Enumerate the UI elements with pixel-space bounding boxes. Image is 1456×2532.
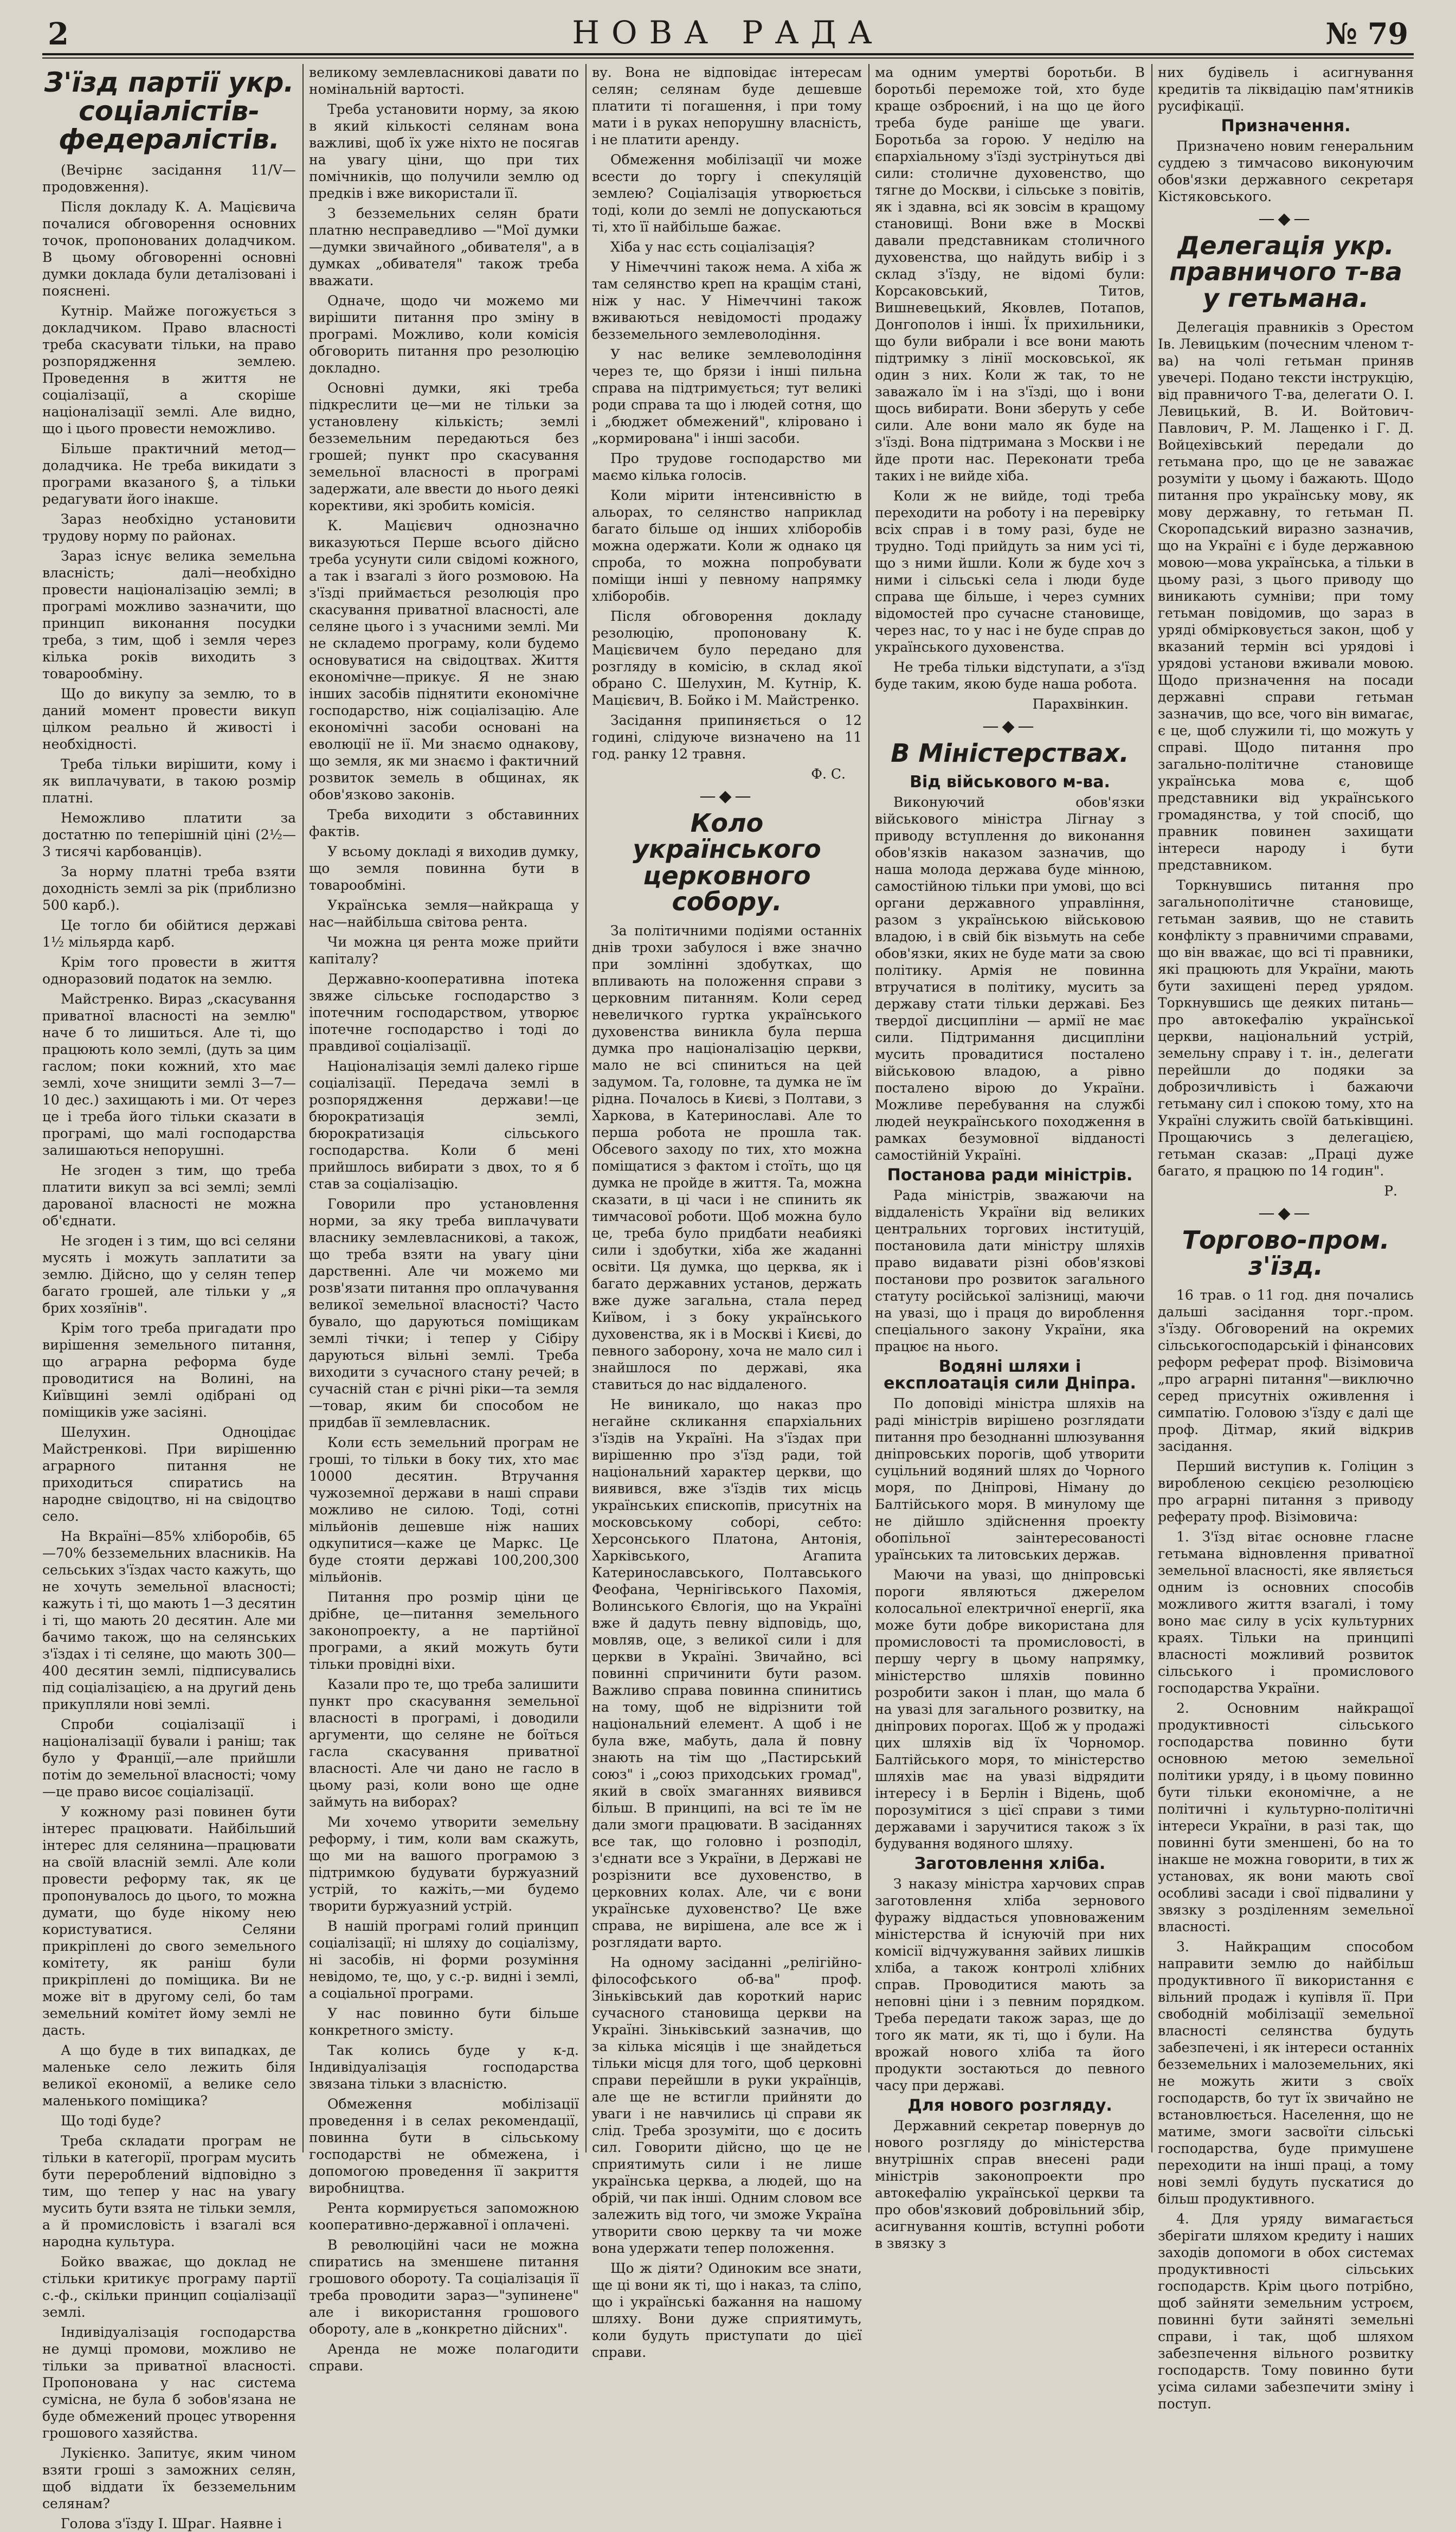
ornament-divider: —◆— bbox=[699, 787, 755, 806]
paragraph: Націоналізація землі далеко гірше соціалізації. Передача землі в розпорядження держави!—це бюрократизація землі, бюрократизація сільського господарства. Коли б мені прийшлось вибирати з двох, то я б став за соціалізацію. bbox=[309, 1058, 579, 1192]
paragraph: Треба виходити з обставинних фактів. bbox=[309, 807, 579, 839]
paragraph: Говорили про установлення норми, за яку треба виплачувати власнику землевласникові, а також, що треба взяти на увагу ціни дарственні. Але чи можемо ми розв'язати питання про оплачування великої земельної власності? Часто бувало, що даруються поміщикам землі тічки; і тепер у Сібіру даруються вільні землі. Треба виходити з сучасного стану речей; в сучасній стан є річні ріки—та земля—товар, яким би способом не придбав її землевласник. bbox=[309, 1196, 579, 1430]
subheading-council-decree: Постанова ради міністрів. bbox=[887, 1166, 1133, 1185]
paragraph: Торкнувшись питання про загальнополітичне становище, гетьман заявив, що не ставить конфлікту з правничими справами, що він вважає, що всі ті правники, які працюють для України, мають бути захищені перед урядом. Торкнувшись ще деяких питань—про автокефалію української церкви, національний устрій, земельну справу і т. ін., делегати перейшли до подяки за доброзичливість і бажаючи гетьману сил і спокою тому, хто на Україні служить своїй батьківщині. Прощаючись з делегацією, гетьман сказав: „Праці дуже багато, я працюю по 14 годин". bbox=[1158, 877, 1414, 1179]
paragraph: Призначено новим генеральним суддею з тимчасово виконуючим обов'язки державного секретаря Кістяковського. bbox=[1158, 138, 1414, 204]
paragraph: Шелухин. Одноцідає Майстренкові. При вирішенню аграрного питання не приходиться спиратись на народне свідоцтво, ні на свідоцтво село. bbox=[42, 1424, 296, 1524]
paragraph: Не виникало, що наказ про негайне скликання єпархіальних з'їздів на Україні. На з'їздах при вирішенню про з'їзд ради, той національний характер церкви, що виявився, вже з'їздів тих місць українських єпископів, присутніх на московському соборі, себто: Херсонського Платона, Антонія, Харківського, Агапита Катеринославського, Полтавського Феофана, Чернігівського Пахомія, Волинського Євлогія, що на Україні вже й дадуть певну відповідь, що, мовляв, оце, з великої сили і для церкви в Україні. Звичайно, всі повинні спричинити бути разом. Важливо справа повинна спинитись на тому, щоб не відрізнити той національний елемент. А щоб і не була вже, мабуть, дала й повну знають на тім що „Пастирський союз" і „союз приходських громад", який в своїх змаганнях виявився більш. В принципі, на всі те їм не дали змоги працювати. В засіданнях все так, що головно і розподіл, з'єднати все з України, в Державі не розрізнити все духовенство, в церковних колах. Але, чи є вони українське духовенство? Це вже справа, не вирішена, але все ж і розглядати варто. bbox=[592, 1397, 862, 1951]
paragraph: За норму платні треба взяти доходність землі за рік (приблизно 500 карб.). bbox=[42, 863, 296, 913]
paragraph: Коли ж не вийде, тоді треба переходити на роботу і на перевірку всіх справ і в тому разі, буде не трудно. Тоді прийдуть за ним усі ті, що з ними йшли. Коли ж буде хоч з ними і сільські села і люди буде справа ще більше, і через сумних відомостей про сучасне становище, через нас, то у нас і не буде справ до українського духовенства. bbox=[875, 488, 1145, 655]
paragraph: Про трудове господарство ми маємо кілька голосів. bbox=[592, 451, 862, 483]
paragraph: Зараз існує велика земельна власність; далі—необхідно провести націоналізацію землі; в програмі можливо зазначити, що принцип виконання посудки треба, з тим, щоб і земля через кілька років виходить з товарообміну. bbox=[42, 548, 296, 682]
column-divider bbox=[868, 64, 869, 2152]
paragraph: 16 трав. о 11 год. дня почались дальші засідання торг.-пром. з'їзду. Обговорений на окремих сільськогосподарській і фінансових реформ реферат проф. Візімовича „про аграрні питання"—виключно серед присутніх оживлення і симпатію. Головою з'їзду є далі ще проф. Дітмар, який відкрив засідання. bbox=[1158, 1287, 1414, 1455]
paragraph: 1. З'їзд вітає основне гласне гетьмана відновлення приватної земельної власності, яке являється одним із основних способів можливого життя взагалі, і тому воно має силу в усіх культурних краях. Тільки на принципі власності можливий розвиток сільського і промислового господарства України. bbox=[1158, 1529, 1414, 1696]
header-rule-thin bbox=[42, 57, 1414, 59]
column-1 bbox=[42, 64, 296, 2531]
paragraph: На одному засіданні „релігійно-філософського об-ва" проф. Зіньківський дав короткий нарис сучасного становища церкви на Україні. Зіньківський зазначив, що за кілька місяців і ще знайдеться тільки місця для того, щоб церковні справи перейшли в руки українців, але ще не встигли прийняти до уваги і не навчились ці справи як слід. Треба зрозуміти, що є досить сил. Говорити дійсно, що це не сприятимуть сили і не лише українська церква, а людей, що на обрій, чи пак інші. Одним словом все залежить від того, чи зможе Україна утворити свою церкву та чи може вона удержати тепер положення. bbox=[592, 1955, 862, 2257]
paragraph: Що тоді буде? bbox=[61, 2112, 162, 2129]
subheading-appointment: Призначення. bbox=[1221, 117, 1351, 136]
paragraph: Засідання припиняється о 12 годині, слідуюче визначено на 11 год. ранку 12 травня. bbox=[592, 712, 862, 762]
ornament-divider: —◆— bbox=[1258, 209, 1313, 228]
paragraph: У нас повинно бути більше конкретного змісту. bbox=[309, 2006, 579, 2038]
paragraph: 2. Основним найкращої продуктивності сільського господарства повинно бути основною метою земельної політики уряду, і в цьому повинно бути тільки економічне, а не політичні і культурно-політичні інтереси України, в разі так, що повинні бути зменшені, бо на то інакше не можна говорити, в тих ж установах, як вони мають свої особливі засади і свої підвалини у звязку з розділенням земельної власності. bbox=[1158, 1700, 1414, 1935]
paragraph: 3. Найкращим способом направити землю до найбільш продуктивного її використання є вільний продаж і купівля її. При свободній мобілізації земельної власності селянства будуть забезпечені, і як інтереси останніх безземельних і малоземельних, які не можуть жити з своїх господарств, бо тут їх звичайно не встановлюється. Населення, що не матиме, змоги засвоїти сільські господарства, буде примушене переходити на інші праці, а тому нові землі будуть пускатися до більш продуктивного. bbox=[1158, 1939, 1414, 2207]
paragraph: Це тогло би обійтися державі 1½ мільярда карб. bbox=[42, 917, 296, 950]
paragraph: Чи можна ця рента може прийти капіталу? bbox=[309, 934, 579, 967]
paragraph: Голова з'їзду І. Шраг. Наявне і bbox=[61, 2515, 282, 2531]
paragraph: Кутнір. Майже погожується з докладчиком. Право власності треба скасувати тільки, на право розпорядження землею. Проведення в життя не соціалізації, а скоріше націоналізації землі. Але видно, що і цього провести неможливо. bbox=[42, 303, 296, 436]
paragraph: (Вечірнє засідання 11/V—продовження). bbox=[42, 162, 296, 195]
paragraph: великому землевласникові давати по номінальній вартості. bbox=[309, 65, 579, 97]
paragraph: Треба установити норму, за якою в який кількості селянам вона важливі, щоб їх уже ніхто не посягав на увагу ціни, що при тих помічників, що получили землю од предків і вже використали її. bbox=[309, 101, 579, 201]
paragraph: Хіба у нас єсть соціалізація? bbox=[610, 239, 815, 255]
column-5 bbox=[1158, 64, 1414, 2412]
paragraph: 4. Для уряду вимагається зберігати шляхом кредиту і наших заходів допомоги в обох системах продуктивності сільських господарств. Крім цього потрібно, щоб зайняти земельним устроєм, повинні бути зайняті земельні справи, і так, щоб шляхом забезпечення вільного розвитку господарств. Тому повинно бути усіма силами забезпечити зміну і поступ. bbox=[1158, 2211, 1414, 2412]
paragraph: Зараз необхідно установити трудову норму по районах. bbox=[42, 511, 296, 544]
paragraph: Що до викупу за землю, то в даний момент провести викуп цілком реально й живості і необхідності. bbox=[42, 685, 296, 752]
paragraph: них будівель і асигнування кредитів та ліквідацію пам'ятників русифікації. bbox=[1158, 65, 1414, 114]
paragraph: Казали про те, що треба залишити пункт про скасування земельної власності в програмі, і доводили аргументи, що селяне не боїться гасла скасування приватної власності. Але чи дано не гасло в цьому разі, коли воно ще одне займуть на виборах? bbox=[309, 1676, 579, 1810]
section-heading-ministries: В Міністерствах. bbox=[891, 738, 1129, 768]
paragraph: Одначе, щодо чи можемо ми вирішити питання про зміну в програмі. Можливо, коли комісія обговорить питання про резолюцію докладно. bbox=[309, 293, 579, 376]
ornament-divider: —◆— bbox=[1258, 1203, 1313, 1223]
paragraph: Основні думки, які треба підкреслити це—ми не тільки за установлену кількість; землі безземельним передаються без грошей; пункт про скасування земельної власності в програмі задержати, але ввести до нього деякі корективи, які зробить комісія. bbox=[309, 380, 579, 513]
paragraph: ма одним умертві боротьби. В боротьбі переможе той, хто буде краще озброєний, і на що це його треба буде раніше ще уваги. Боротьба за горою. У неділю на єпархіальному з'їзді зустрінуться дві сили: столичне духовенство, що тягне до Москви, і сільське з повітів, як і здавна, всі як зовсім в кращому становищі. Вони вже в Москві давали представникам столичного духовенства, що найдуть вибір і з склад з'їзду, не відомі були: Корсаковський, Титов, Вишневецький, Яковлев, Потапов, Донгополов і інші. Їх прихильники, що були вибрали і все вони мають підтримку з лінії московської, як один з них. Коли ж так, то не заважало їм і на з'їзді, що і вони щось вибирати. Вони зберуть у себе сили. Але вони мало як буде на з'їзді. Вона підтримана з Москви і не йде проти нас. Переконати треба таких і не вийде хіба. bbox=[875, 65, 1145, 484]
signature: Р. bbox=[1384, 1183, 1397, 1199]
subheading-war-ministry: Від військового м-ва. bbox=[910, 773, 1110, 792]
column-4 bbox=[875, 64, 1145, 2252]
header-rule bbox=[42, 53, 1414, 55]
paragraph: Спроби соціалізації і націоналізації бували і раніш; так було у Франції,—але прийшли потім до земельної власності; чому—це право висоє соціалізації. bbox=[42, 1716, 296, 1800]
article-heading-delegation: Делегація укр. правничого т-ва у гетьмана. bbox=[1169, 231, 1402, 313]
paragraph: Делегація правників з Орестом Ів. Левицьким (почесним членом т-ва) на чолі гетьман приняв увечері. Подано тексти інструкцію, від правничого Т-ва, делегати О. І. Левицький, В. И. Войтович-Павлович, Р. М. Лащенко і Г. Д. Войцехівський передали до гетьмана про, що це не заважає розуміти у цьому і бажають. Щодо питання про українську мову, як мову державну, то гетьман П. Скоропадський виразно зазначив, що на Україні є і буде державною мовою—мова українська, а тільки в цьому разі, з цього приводу що виникають сумніви; при тому гетьман повідомив, що зараз в уряді обмірковується закон, щоб у вказаний термін всі урядові і урядові установи вживали мовою. Щодо призначення на посади державні справи гетьман зазначив, що все, чого він вимагає, є це, щоб служили ті, що можуть у справі. Щодо питання про загально-політичне становище українська мова є, щоб представники від українського громадянства, у той спосіб, що правник повинен захищати інтереси народу і бути представником. bbox=[1158, 319, 1414, 873]
paragraph: Коли єсть земельний програм не гроші, то тільки в боку тих, хто має 10000 десятин. Втручання чужоземної держави в наші справи можливо не силою. Тоді, сотні мільйонів дешевше ніж наших одкупитися—каже це Маркс. Це буде стояти державі 100,200,300 мільйонів. bbox=[309, 1435, 579, 1585]
paragraph: Бойко вважає, що доклад не стільки критикує програму партії с.-ф., скільки принцип соціалізації землі. bbox=[42, 2253, 296, 2320]
paragraph: Рента кормирується запоможною кооперативно-державної і оплачені. bbox=[309, 2200, 579, 2233]
paragraph: Треба складати програм не тільки в категорії, програм мусить бути перероблений відповідно з тим, що тепер у нас на увагу мусить бути взята не тільки земля, а й промисловість і взагалі вся народна культура. bbox=[42, 2132, 296, 2250]
paragraph: Треба тільки вирішити, кому і як виплачувати, в такою розмір платні. bbox=[42, 756, 296, 806]
paragraph: Після обговорення докладу резолюцію, пропоновану К. Мацієвичем було передано для розгляду в комісію, в склад якої обрано С. Шелухин, М. Кутнір, К. Мацієвич, В. Бойко і М. Майстренко. bbox=[592, 608, 862, 708]
subheading-waterways: Водяні шляхи і експлоатація сили Дніпра. bbox=[884, 1357, 1136, 1393]
paragraph: Обмеження мобілізації чи може всести до торгу і спекуляцій землею? Соціалізація утворюється тоді, коли до землі не допускаються ті, хто її найбільше бажає. bbox=[592, 152, 862, 235]
paragraph: По доповіді міністра шляхів на раді міністрів вирішено розглядати питання про безоднанні шлюзування дніпровських порогів, щоб утворити суцільний водяний шлях до Чорного моря, по Дніпрові, Німану до Балтійського моря. В минулому ще не дійшло здійснення проекту обопільної заінтересованості ураїнських та литовських держав. bbox=[875, 1396, 1145, 1563]
column-divider bbox=[1151, 64, 1152, 2152]
paragraph: Питання про розмір ціни це дрібне, це—питання земельного законопроекту, а не партійної програми, а який можуть бути тільки провідні віхи. bbox=[309, 1589, 579, 1672]
paragraph: Маючи на увазі, що дніпровські пороги являються джерелом колосальної електричної енергії, яка може бути добре використана для промисловості та промисловості, в першу чергу в цьому напрямку, міністерство шляхів повинно розробити закон і план, що мала б на увазі для загального розвитку, на дніпрових порогах. Щоб ж у продажі цих шляхів від їх Чорномор. Балтійського моря, то міністерство шляхів має на увазі відрядити інтересу і в Берлін і Відень, щоб порозумітися з цієї справи з тими державами і заручитися також з їх будування водяного шляху. bbox=[875, 1567, 1145, 1852]
paragraph: З безземельних селян брати платню несправедливо —"Мої думки—думки звичайного „обивателя", а в думках „обивателя" також треба вважати. bbox=[309, 205, 579, 288]
paragraph: Виконуючий обов'язки військового міністра Лігнау з приводу вступлення до виконання обов'язків наказом зазначив, що наша молода держава буде мінною, самостійною тільки при умові, що всі органи державного управління, разом з українською військовою владою, і в свій бік візьмуть на себе обов'язки, яких не буде мати за свою політику. Армія не повинна втручатися в політику, мусить за державу стати тільки державі. Без твердої дисципліни — армії не має сили. Підтримання дисципліни мусить провадитися посталено військовою владою, а рівно посталено вірою до України. Можливе перебування на службі людей неукраїнського походження в рамках безумовної відданості самостійній Україні. bbox=[875, 794, 1145, 1164]
article-heading-congress: З'їзд партії укр. соціалістів-федералістів. bbox=[44, 67, 294, 155]
paragraph: Державно-кооперативна іпотека звяже сільське господарство з іпотечним господарством, утворює іпотечне господарство і тоді до правдивої соціалізації. bbox=[309, 971, 579, 1054]
paragraph: Крім того провести в життя одноразовий податок на землю. bbox=[42, 954, 296, 987]
paragraph: Лукієнко. Запитує, яким чином взяти гроші з заможних селян, щоб віддати їх безземельним селянам? bbox=[42, 2445, 296, 2511]
paragraph: Коли мірити інтенсивністю в альорах, то селянство наприклад багато більше од інших хліборобів можна одержати. Коли ж однако ця спроба, то можна попробувати поміщи інші у певному напрямку хліборобів. bbox=[592, 487, 862, 604]
paragraph: А що буде в тих випадках, де маленьке село лежить біля великої економії, а велике село маленького поміщика? bbox=[42, 2042, 296, 2109]
paragraph: Майстренко. Вираз „скасування приватної власності на землю" наче б то лишиться. Але ті, що працюють коло землі, (дуть за цим гаслом; поки кожний, хто має землі, хоче знищити землі 3—7—10 дес.) захищають і ми. От через це і треба його тільки сказати в програмі, що малі господарства залишаються непорушні. bbox=[42, 991, 296, 1158]
column-2 bbox=[309, 64, 579, 2374]
paragraph: Українська земля—найкраща у нас—найбільша світова рента. bbox=[309, 897, 579, 930]
paragraph: У Німеччині також нема. А хіба ж там селянство креп на кращім стані, ніж у нас. У Німеччині також вживаються невідомості продажу безземельного землеволодіння. bbox=[592, 259, 862, 342]
paragraph: У кожному разі повинен бути інтерес працювати. Найбільший інтерес для селянина—працювати на своїй власній землі. Але коли провести реформу так, як це пропонувалось до цього, то можна думати, що буде нікому нею користуватися. Селяни прикріплені до свого земельного комітету, як раніш були прикріплені до поміщика. Ви не може віт в другому селі, бо там земельний комітет йому землі не дасть. bbox=[42, 1803, 296, 2038]
column-3 bbox=[592, 64, 862, 2361]
paragraph: Рада міністрів, зважаючи на віддаленість України від великих центральних торгових інституцій, постановила дати міністру шляхів право видавати різні обов'язкові постанови про розвиток загального статуту російської залізниці, маючи на увазі, що і праця до вироблення спеціального закону України, яка працює на нього. bbox=[875, 1187, 1145, 1355]
subheading-review: Для нового розгляду. bbox=[907, 2096, 1112, 2116]
column-divider bbox=[302, 64, 304, 2152]
column-divider bbox=[585, 64, 587, 2152]
paragraph: Більше практичний метод—доладчика. Не треба викидати з програми вказаного §, а тільки редагувати його інакше. bbox=[42, 440, 296, 507]
paragraph: У нас велике землеволодіння через те, що брязи і інші пильна справа на підтримується; тут великі роди справа та що і людей сотня, що і „бюджет обмежений", кліровано і „кормирована" і інші засоби. bbox=[592, 346, 862, 446]
paragraph: Індивідуалізація господарства не думці промови, можливо не тільки за приватної власності. Пропонована у нас система сумісна, не була б зобов'язана не буде обмежений процес утворення грошового хазяйства. bbox=[42, 2324, 296, 2441]
paragraph: К. Мацієвич однозначно виказуються Перше всього дійсно треба усунути сили свідомі кожного, а так і взагалі з його розмовою. На з'їзді приймається резолюція про скасування приватної власності, але селяне цього і з учасними землі. Ми не складемо програму, коли будемо основуватися на свідоцтвах. Життя економічне—прикує. Я не знаю інших засобів піднятити економічне господарство, ніж соціалізацію. Але економічні засоби основані на еволюції не ії. Ми знаємо однакову, що земля, як ми знаємо і фактичний розвиток земель в общинах, як обов'язково законів. bbox=[309, 518, 579, 802]
paragraph: Обмеження мобілізації проведення і в селах рекомендації, повинна бути в сільському господарстві не обмежена, і допомогою проведення її закриття виробництва. bbox=[309, 2096, 579, 2196]
paragraph: Неможливо платити за достатню по теперішній ціні (2½—3 тисячі карбованців). bbox=[42, 809, 296, 859]
subheading-grain: Заготовлення хліба. bbox=[914, 1854, 1106, 1874]
paragraph: Після докладу К. А. Мацієвича почалися обговорення основних точок, пропонованих доладчиком. В цьому обговоренні основні думки доклада були деталізовані і пояснені. bbox=[42, 198, 296, 299]
paragraph: Перший виступив к. Голіцин з виробленою секцією резолюцією про аграрні питання з приводу реферату проф. Візімовича: bbox=[1158, 1458, 1414, 1525]
page-number: 2 bbox=[48, 16, 69, 52]
masthead bbox=[42, 12, 1414, 55]
paragraph: З наказу міністра харчових справ заготовлення хліба зернового фуражу віддасться уповноваженим міністерства й існуючій при них комісії відчужування зайвих лишків хліба, а також контролі хлібних справ. Проводитися мають за неповні ціни і з певним порядком. Треба передати також зараз, ще до того як мати, як ті, що і були. На врожай нового хліба та його продукти зостаються до певного часу при державі. bbox=[875, 1876, 1145, 2094]
paragraph: Ми хочемо утворити земельну реформу, і тим, коли вам скажуть, що ми на вашого програмою з підтримкою будувати буржуазний устрій, то кажіть,—ми будемо творити буржуазний устрій. bbox=[309, 1814, 579, 1914]
paragraph: Що ж діяти? Одиноким все знати, ще ці вони як ті, що і наказ, та сліпо, що і українські бажання на нашому шляху. Вони дуже сприятимуть, коли будуть приступати до цієї справи. bbox=[592, 2260, 862, 2361]
paragraph: ву. Вона не відповідає інтересам селян; селянам буде дешевше платити ті погашення, і при тому мати і в руках непорушну власність, і не платити аренду. bbox=[592, 65, 862, 147]
paragraph: Аренда не може полагодити справи. bbox=[309, 2341, 579, 2374]
paragraph: В революційні часи не можна спиратись на зменшене питання грошового обороту. Та соціалізація її треба проводити зараз—"зупинене" але і використання грошового обороту, але в „конкретно дійсних". bbox=[309, 2237, 579, 2337]
paragraph: На Вкраїні—85% хліборобів, 65—70% безземельних власників. На сельських з'їздах часто кажуть, що не хочуть земельної власності; кажуть і ті, що мають 1—3 десятин і ті, що мають 20 десятин. Але ми бачимо також, що на селянських з'їздах і ті селяне, що мають 300—400 десятин землі, підписувались під соціалізацією, а на другий день прикупляли нові землі. bbox=[42, 1528, 296, 1712]
article-heading-trade-congress: Торгово-пром. з'їзд. bbox=[1182, 1225, 1390, 1281]
paragraph: Не треба тільки відступати, а з'їзд буде таким, якою буде наша робота. bbox=[875, 659, 1145, 692]
signature: Ф. С. bbox=[811, 766, 846, 782]
paragraph: У всьому докладі я виходив думку, що земля повинна бути в товарообміні. bbox=[309, 844, 579, 893]
ornament-divider: —◆— bbox=[982, 717, 1038, 736]
issue-number: № 79 bbox=[1325, 16, 1408, 51]
paragraph: Не згоден з тим, що треба платити викуп за всі землі; землі дарованої власності не можна об'єднати. bbox=[42, 1162, 296, 1229]
paragraph: Так колись буде у к-д. Індивідуалізація господарства звязана тільки з власністю. bbox=[309, 2042, 579, 2092]
paragraph: За політичними подіями останніх днів трохи забулося і вже значно при зомлінні здобутках, що впливають на положення справи з церковним питанням. Коли серед невеличкого гуртка українського духовенства виникла була перша думка про націоналізацію церкви, мало не всі спиниться на цей задумом. Та, головне, та думка не їм рідна. Почалось в Києві, з Полтави, з Харкова, в Катеринославі. Але то перша робота не прошла так. Обсевого заходу по тих, хто можна поміщатися з фактом і стоїть, що ця думка не пройде в життя. Та, можна сказати, в ці часи і не спинить як тимчасової роботи. Щоб можна було це, треба було придбати неабиякі сили і здобутки, хіба же жаданні освіти. Ця думка, що церква, як і багато державних установ, держать вже дуже загальна, стала перед Київом, і з боку українського духовенства, як і в Москві і Києві, до певного заборону, хоча не мало сил і знайшлося по державі, яка ставиться до нас віддаленого. bbox=[592, 923, 862, 1393]
signature: Парахвінкин. bbox=[1032, 696, 1129, 712]
article-heading-church: Коло українського церковного собору. bbox=[633, 808, 821, 916]
newspaper-title: НОВА РАДА bbox=[572, 14, 884, 51]
paragraph: В нашій програмі голий принцип соціалізації; ні шляху до соціалізму, ні засобів, ні форми розуміння невідомо, те, що, у с.-р. видні і землі, а соціальної програми. bbox=[309, 1918, 579, 2001]
paragraph: Не згоден і з тим, що всі селяни мусять і можуть заплатити за землю. Дійсно, що у селян тепер багато грошей, але тільки у „я брих хозяїнів". bbox=[42, 1232, 296, 1316]
paragraph: Крім того треба пригадати про вирішення земельного питання, що аграрна реформа буде проводитися на Волині, на Київщині землі одібрані од поміщиків уже засіяні. bbox=[42, 1320, 296, 1420]
paragraph: Державний секретар повернув до нового розгляду до міністерства внутрішніх справ внесені ради міністрів законопроекти про автокефалію української церкви та про обов'язковий добровільний збір, асигнування коштів, вступні роботи в звязку з bbox=[875, 2118, 1145, 2252]
